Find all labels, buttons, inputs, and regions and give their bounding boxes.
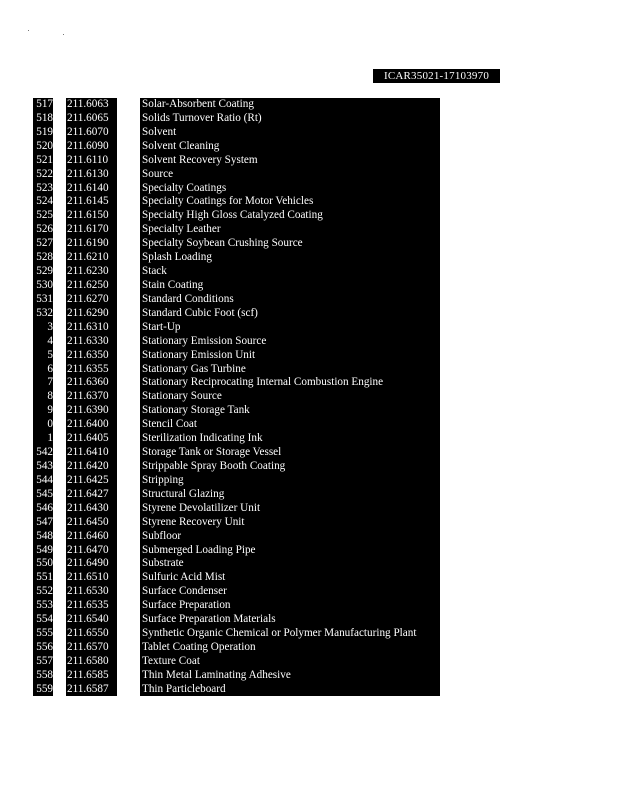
row-number: 8 — [47, 390, 53, 403]
scan-speck — [28, 30, 29, 31]
table-row — [0, 627, 618, 641]
row-number: 552 — [36, 585, 53, 598]
definition-term: Splash Loading — [142, 251, 212, 264]
definition-term: Specialty Coatings — [142, 181, 227, 194]
scan-speck — [63, 34, 64, 35]
row-number: 555 — [36, 627, 53, 640]
definition-term: Thin Metal Laminating Adhesive — [142, 668, 291, 681]
section-code: 211.6355 — [67, 362, 109, 375]
row-number: 546 — [36, 501, 53, 514]
row-number: 544 — [36, 473, 53, 486]
section-code: 211.6290 — [67, 306, 109, 319]
section-code: 211.6130 — [67, 167, 109, 180]
definition-term: Stencil Coat — [142, 418, 197, 431]
definition-term: Strippable Spray Booth Coating — [142, 459, 286, 472]
table-row — [0, 251, 618, 265]
table-row — [0, 404, 618, 418]
section-code: 211.6450 — [67, 515, 109, 528]
definition-term: Thin Particleboard — [142, 682, 226, 695]
section-code: 211.6460 — [67, 529, 109, 542]
row-number: 6 — [47, 362, 53, 375]
table-row — [0, 321, 618, 335]
definition-term: Stationary Source — [142, 390, 222, 403]
table-row — [0, 376, 618, 390]
row-number: 556 — [36, 640, 53, 653]
section-code: 211.6110 — [67, 153, 109, 166]
section-code: 211.6250 — [67, 278, 109, 291]
row-number: 547 — [36, 515, 53, 528]
row-number: 529 — [36, 265, 53, 278]
section-code: 211.6535 — [67, 599, 109, 612]
section-code: 211.6360 — [67, 376, 109, 389]
section-code: 211.6070 — [67, 125, 109, 138]
section-code: 211.6470 — [67, 543, 109, 556]
section-code: 211.6510 — [67, 571, 109, 584]
table-row — [0, 363, 618, 377]
row-number: 550 — [36, 557, 53, 570]
table-row — [0, 474, 618, 488]
row-number: 532 — [36, 306, 53, 319]
table-row — [0, 237, 618, 251]
definition-term: Surface Preparation Materials — [142, 613, 276, 626]
section-code: 211.6490 — [67, 557, 109, 570]
row-number: 521 — [36, 153, 53, 166]
section-code: 211.6370 — [67, 390, 109, 403]
row-number: 1 — [47, 432, 53, 445]
row-number: 518 — [36, 111, 53, 124]
definition-term: Surface Condenser — [142, 585, 227, 598]
table-row — [0, 335, 618, 349]
definition-term: Sterilization Indicating Ink — [142, 432, 263, 445]
definition-term: Stripping — [142, 473, 184, 486]
row-number: 4 — [47, 334, 53, 347]
table-row — [0, 168, 618, 182]
row-number: 530 — [36, 278, 53, 291]
definition-term: Synthetic Organic Chemical or Polymer Manufacturing Plant — [142, 627, 417, 640]
table-row — [0, 571, 618, 585]
table-row — [0, 195, 618, 209]
row-number: 520 — [36, 139, 53, 152]
definition-term: Styrene Recovery Unit — [142, 515, 245, 528]
table-row — [0, 279, 618, 293]
definition-term: Stationary Emission Source — [142, 334, 267, 347]
table-row — [0, 641, 618, 655]
row-number: 527 — [36, 237, 53, 250]
definition-term: Specialty High Gloss Catalyzed Coating — [142, 209, 323, 222]
section-code: 211.6427 — [67, 487, 109, 500]
row-number: 0 — [47, 418, 53, 431]
table-row — [0, 112, 618, 126]
section-code: 211.6350 — [67, 348, 109, 361]
row-number: 517 — [36, 98, 53, 110]
definition-term: Texture Coat — [142, 654, 200, 667]
table-row — [0, 293, 618, 307]
definition-term: Storage Tank or Storage Vessel — [142, 446, 282, 459]
definition-term: Specialty Leather — [142, 223, 221, 236]
definition-term: Tablet Coating Operation — [142, 640, 256, 653]
section-code: 211.6570 — [67, 640, 109, 653]
section-code: 211.6190 — [67, 237, 109, 250]
section-code: 211.6405 — [67, 432, 109, 445]
row-number: 548 — [36, 529, 53, 542]
row-number: 5 — [47, 348, 53, 361]
section-code: 211.6390 — [67, 404, 109, 417]
row-number: 3 — [47, 320, 53, 333]
section-code: 211.6430 — [67, 501, 109, 514]
section-code: 211.6540 — [67, 613, 109, 626]
definition-term: Submerged Loading Pipe — [142, 543, 256, 556]
row-number: 554 — [36, 613, 53, 626]
table-row — [0, 432, 618, 446]
row-number: 557 — [36, 654, 53, 667]
table-row — [0, 502, 618, 516]
definition-term: Stationary Storage Tank — [142, 404, 250, 417]
row-number: 551 — [36, 571, 53, 584]
section-code: 211.6145 — [67, 195, 109, 208]
table-row — [0, 683, 618, 697]
table-row — [0, 613, 618, 627]
row-number: 526 — [36, 223, 53, 236]
row-number: 522 — [36, 167, 53, 180]
section-code: 211.6330 — [67, 334, 109, 347]
row-number: 558 — [36, 668, 53, 681]
table-row — [0, 390, 618, 404]
definition-term: Stack — [142, 265, 167, 278]
row-number: 545 — [36, 487, 53, 500]
section-code: 211.6585 — [67, 668, 109, 681]
table-row — [0, 182, 618, 196]
table-row — [0, 516, 618, 530]
row-number: 549 — [36, 543, 53, 556]
table-row — [0, 585, 618, 599]
definition-term: Source — [142, 167, 174, 180]
definition-term: Solvent — [142, 125, 177, 138]
section-code: 211.6065 — [67, 111, 109, 124]
row-number: 542 — [36, 446, 53, 459]
definition-term: Solvent Recovery System — [142, 153, 258, 166]
definition-term: Stationary Reciprocating Internal Combustion Engine — [142, 376, 384, 389]
table-row — [0, 307, 618, 321]
table-row — [0, 655, 618, 669]
section-code: 211.6140 — [67, 181, 109, 194]
section-code: 211.6587 — [67, 682, 109, 695]
table-row — [0, 126, 618, 140]
table-row — [0, 557, 618, 571]
row-number: 531 — [36, 292, 53, 305]
definition-term: Styrene Devolatilizer Unit — [142, 501, 261, 514]
section-code: 211.6425 — [67, 473, 109, 486]
section-code: 211.6090 — [67, 139, 109, 152]
table-row — [0, 599, 618, 613]
definition-term: Sulfuric Acid Mist — [142, 571, 226, 584]
scan-specks — [28, 30, 68, 40]
section-code: 211.6550 — [67, 627, 109, 640]
row-number: 519 — [36, 125, 53, 138]
table-row — [0, 98, 618, 112]
table-row — [0, 544, 618, 558]
row-number: 523 — [36, 181, 53, 194]
definition-term: Solids Turnover Ratio (Rt) — [142, 111, 262, 124]
definition-term: Stationary Gas Turbine — [142, 362, 246, 375]
section-code: 211.6230 — [67, 265, 109, 278]
section-code: 211.6170 — [67, 223, 109, 236]
section-code: 211.6410 — [67, 446, 109, 459]
table-row — [0, 446, 618, 460]
definition-term: Solar-Absorbent Coating — [142, 98, 254, 110]
document-id: ICAR35021-17103970 — [373, 69, 500, 83]
table-row — [0, 349, 618, 363]
section-code: 211.6420 — [67, 459, 109, 472]
definition-term: Solvent Cleaning — [142, 139, 220, 152]
table-row — [0, 154, 618, 168]
table-row — [0, 669, 618, 683]
section-code: 211.6400 — [67, 418, 109, 431]
table-row — [0, 488, 618, 502]
definition-term: Standard Cubic Foot (scf) — [142, 306, 258, 319]
section-code: 211.6530 — [67, 585, 109, 598]
row-number: 9 — [47, 404, 53, 417]
section-code: 211.6210 — [67, 251, 109, 264]
definition-term: Substrate — [142, 557, 184, 570]
definition-term: Standard Conditions — [142, 292, 234, 305]
glossary-table — [0, 98, 618, 697]
definition-term: Subfloor — [142, 529, 182, 542]
definition-term: Specialty Coatings for Motor Vehicles — [142, 195, 314, 208]
section-code: 211.6270 — [67, 292, 109, 305]
table-row — [0, 140, 618, 154]
table-row — [0, 418, 618, 432]
definition-term: Specialty Soybean Crushing Source — [142, 237, 303, 250]
section-code: 211.6063 — [67, 98, 109, 110]
definition-term: Start-Up — [142, 320, 181, 333]
section-code: 211.6150 — [67, 209, 109, 222]
section-code: 211.6580 — [67, 654, 109, 667]
row-number: 7 — [47, 376, 53, 389]
definition-term: Surface Preparation — [142, 599, 231, 612]
row-number: 524 — [36, 195, 53, 208]
definition-term: Structural Glazing — [142, 487, 225, 500]
table-row — [0, 265, 618, 279]
definition-term: Stain Coating — [142, 278, 204, 291]
row-number: 528 — [36, 251, 53, 264]
table-row — [0, 223, 618, 237]
row-number: 559 — [36, 682, 53, 695]
table-row — [0, 460, 618, 474]
definition-term: Stationary Emission Unit — [142, 348, 256, 361]
row-number: 543 — [36, 459, 53, 472]
row-number: 553 — [36, 599, 53, 612]
table-row — [0, 209, 618, 223]
row-number: 525 — [36, 209, 53, 222]
section-code: 211.6310 — [67, 320, 109, 333]
table-row — [0, 530, 618, 544]
